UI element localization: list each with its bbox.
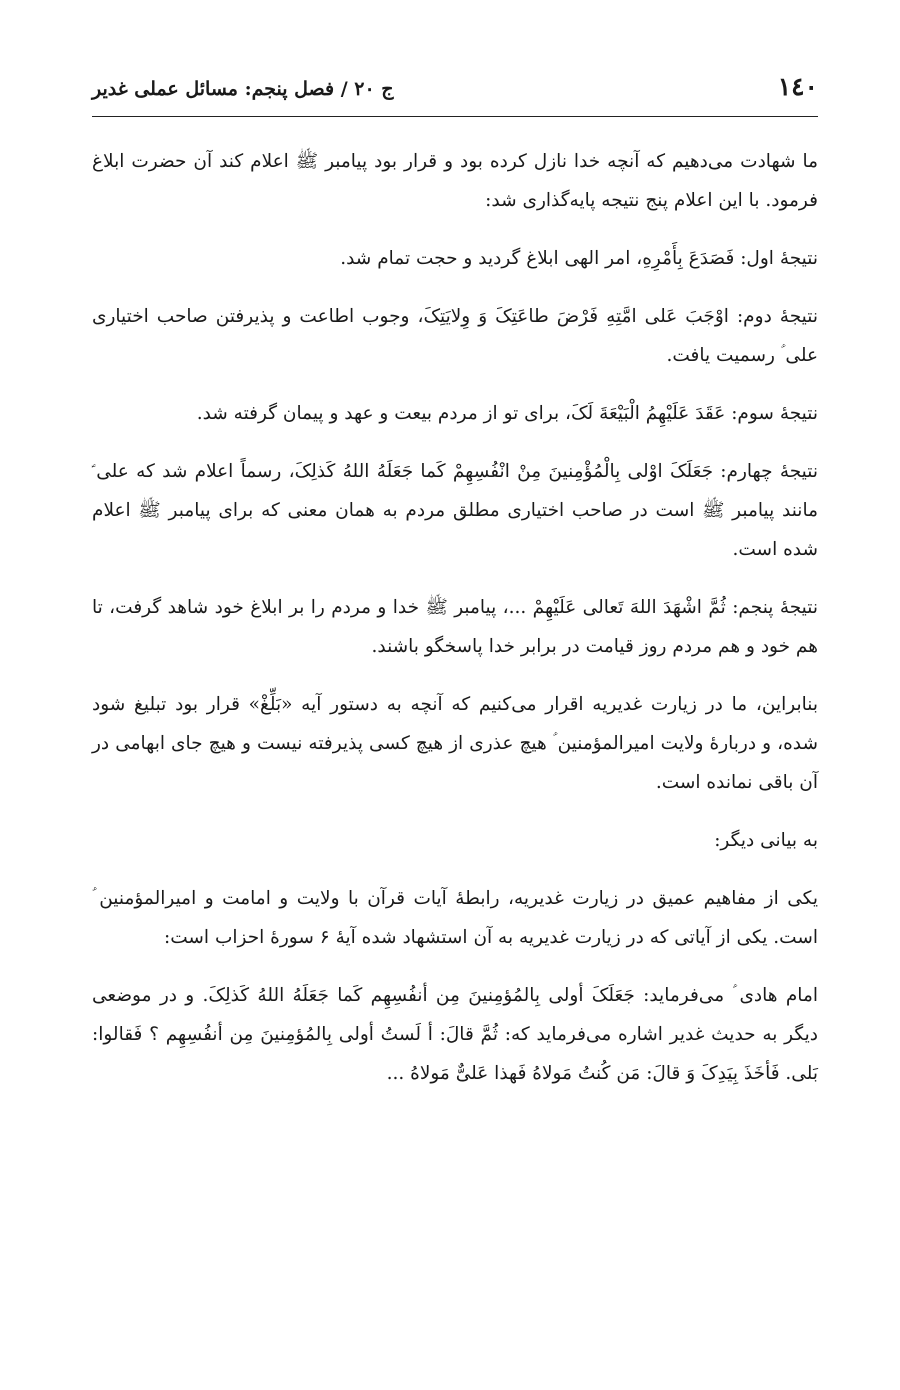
paragraph-result-3: نتیجهٔ سوم: عَقَدَ عَلَیْهِمُ الْبَیْعَةَ لَکَ، برای تو از مردم بیعت و عهد و پیمان گرفته شد. (196, 403, 818, 424)
paragraph-in-other-words: به بیانی دیگر: (714, 830, 818, 851)
running-title: ج ٢٠ / فصل پنجم: مسائل عملی غدیر (92, 78, 394, 100)
paragraph-imam-hadi: امام هادی ؑ می‌فرماید: جَعَلَکَ أولی بِالمُؤمِنینَ مِن أنفُسِهِم کَما جَعَلَهُ اللهُ کَذلِکَ. و در موضعی دیگر به حدیث غدیر اشاره می‌فرماید که: ثُمَّ قالَ: أ لَستُ أولی بِالمُؤمِنینَ مِن أنفُسِهِم ؟ فَقالوا: بَلی. فَأخَذَ بِیَدِکَ وَ قالَ: مَن کُنتُ مَولاهُ فَهذا عَلیٌّ مَولاهُ ... (92, 985, 818, 1084)
paragraph-result-1: نتیجهٔ اول: فَصَدَعَ بِأَمْرِهِ، امر الهی ابلاغ گردید و حجت تمام شد. (340, 248, 818, 269)
paragraph-therefore: بنابراین، ما در زیارت غدیریه اقرار می‌کنیم که آنچه به دستور آیه «بَلِّغْ» قرار بود تبلیغ شود شده، و دربارهٔ ولایت امیرالمؤمنین ؑ هیچ عذری از هیچ کسی پذیرفته نیست و هیچ جای ابهامی در آن باقی نمانده است. (92, 694, 818, 793)
paragraph-result-5: نتیجهٔ پنجم: ثُمَّ اشْهَدَ اللهَ تَعالی عَلَیْهِمْ ...، پیامبر ﷺ خدا و مردم را بر ابلاغ خود شاهد گرفت، تا هم خود و هم مردم روز قیامت در برابر خدا پاسخگو باشند. (92, 597, 818, 657)
page-header (92, 66, 818, 117)
paragraph-intro: ما شهادت می‌دهیم که آنچه خدا نازل کرده بود و قرار بود پیامبر ﷺ اعلام کند آن حضرت ابلاغ فرمود. با این اعلام پنج نتیجه پایه‌گذاری شد: (92, 151, 818, 211)
body-text (92, 142, 818, 1112)
paragraph-concepts: یکی از مفاهیم عمیق در زیارت غدیریه، رابطهٔ آیات قرآن با ولایت و امامت و امیرالمؤمنین ؑ است. یکی از آیاتی که در زیارت غدیریه به آن استشهاد شده آیهٔ ۶ سورهٔ احزاب است: (92, 888, 818, 948)
paragraph-result-2: نتیجهٔ دوم: اوْجَبَ عَلی امَّتِهِ فَرْضَ طاعَتِکَ وَ وِلایَتِکَ، وجوب اطاعت و پذیرفتن صاحب اختیاری علی ؑ رسمیت یافت. (92, 306, 818, 366)
page-number: ١٤٠ (777, 72, 818, 101)
paragraph-result-4: نتیجهٔ چهارم: جَعَلَکَ اوْلی بِالْمُؤْمِنینَ مِنْ انْفُسِهِمْ کَما جَعَلَهُ اللهُ کَذلِکَ، رسماً اعلام شد که علی ؑ مانند پیامبر ﷺ است در صاحب اختیاری مطلق مردم به همان معنی که برای پیامبر ﷺ اعلام شده است. (92, 461, 818, 560)
